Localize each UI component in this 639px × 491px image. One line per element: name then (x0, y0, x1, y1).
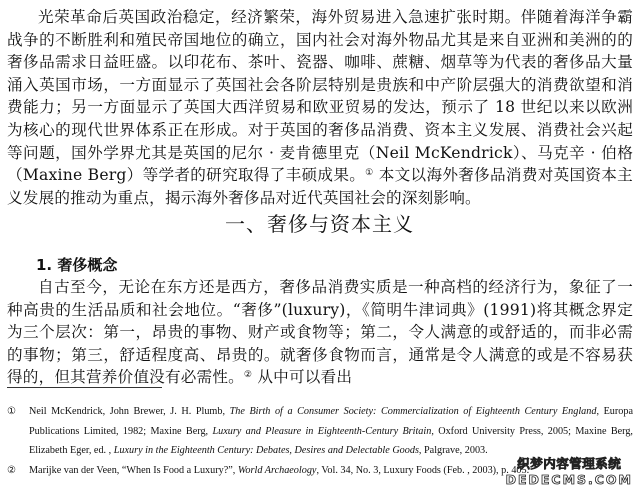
footnote-marker: ② (7, 465, 17, 476)
concept-text-tail: 从中可以看出 (252, 368, 353, 387)
section-heading: 一、奢侈与资本主义 (225, 212, 414, 236)
intro-paragraph (7, 6, 633, 209)
fn-part: , Palgrave, 2003. (418, 445, 488, 456)
watermark-line1: 织梦内容管理系统 (517, 456, 622, 471)
intro-text-tail: 本文以海外奢侈品消费对英国资本主义发展的推动为重点，揭示海外奢侈品对近代英国社会的深刻影响。 (7, 166, 633, 207)
footnote-divider (7, 387, 162, 388)
subsection-heading: 1. 奢侈概念 (36, 256, 118, 274)
fn-part: , Vol. 34, No. 3, Luxury Foods (Feb. , 2003), p. 405. (316, 465, 530, 476)
fn-title: Luxury and Pleasure in Eighteenth-Century Britain (212, 425, 432, 437)
fn-title: The Birth of a Consumer Society: Commercialization of Eighteenth Century England (229, 406, 597, 417)
footnote-ref-2[interactable]: ② (243, 370, 253, 381)
fn-part: , Europa Publications Limited, 1982; Maxine Berg, (29, 406, 633, 437)
luxury-concept-paragraph (7, 276, 633, 389)
fn-part: Marijke van der Veen, “When Is Food a Luxury?”, (29, 465, 238, 476)
fn-title: Luxury in the Eighteenth Century: Debates, Desires and Delectable Goods (113, 445, 419, 456)
footnote-1 (7, 402, 633, 461)
footnote-ref-1[interactable]: ① (365, 168, 374, 179)
footnote-text (29, 402, 633, 461)
intro-text: 光荣革命后英国政治稳定，经济繁荣，海外贸易进入急速扩张时期。伴随着海洋争霸战争的不断胜利和殖民帝国地位的确立，国内社会对海外物品尤其是来自亚洲和美洲的的奢侈品需求日益旺盛。以印花布、茶叶、瓷器、咖啡、蔗糖、烟草等为代表的奢侈品大量涌入英国市场，一方面显示了英国社会各阶层特别是贵族和中产阶层强大的消费欲望和消费能力；另一方面显示了英国大西洋贸易和欧亚贸易的发达，预示了 18 世纪以来以欧洲为核心的现代世界体系正在形成。对于英国的奢侈品消费、资本主义发展、消费社会兴起等问题，国外学界尤其是英国的尼尔 · 麦肯德里克（Neil McKendrick）、马克辛 · 伯格（Maxine Berg）等学者的研究取得了丰硕成果。 (7, 8, 633, 185)
fn-title: World Archaeology (237, 465, 317, 476)
concept-text: 自古至今，无论在东方还是西方，奢侈品消费实质是一种高档的经济行为，象征了一种高贵的生活品质和社会地位。“奢侈”(luxury)，《简明牛津词典》(1991)将其概念界定为三个层次：第一，昂贵的事物、财产或食物等；第二，令人满意的或舒适的，而非必需的事物；第三，舒适程度高、昂贵的。就奢侈食物而言，通常是令人满意的或是不容易获得的，但其营养价值没有必需性。 (7, 278, 633, 387)
watermark-logo (506, 454, 633, 487)
fn-part: , Oxford University Press, 2005; Maxine Berg, Elizabeth Eger, ed. , (29, 425, 633, 456)
watermark-line2: DEDECMS.COM (505, 472, 633, 487)
footnote-marker: ① (7, 406, 17, 417)
fn-part: Neil McKendrick, John Brewer, J. H. Plumb, (29, 406, 230, 417)
